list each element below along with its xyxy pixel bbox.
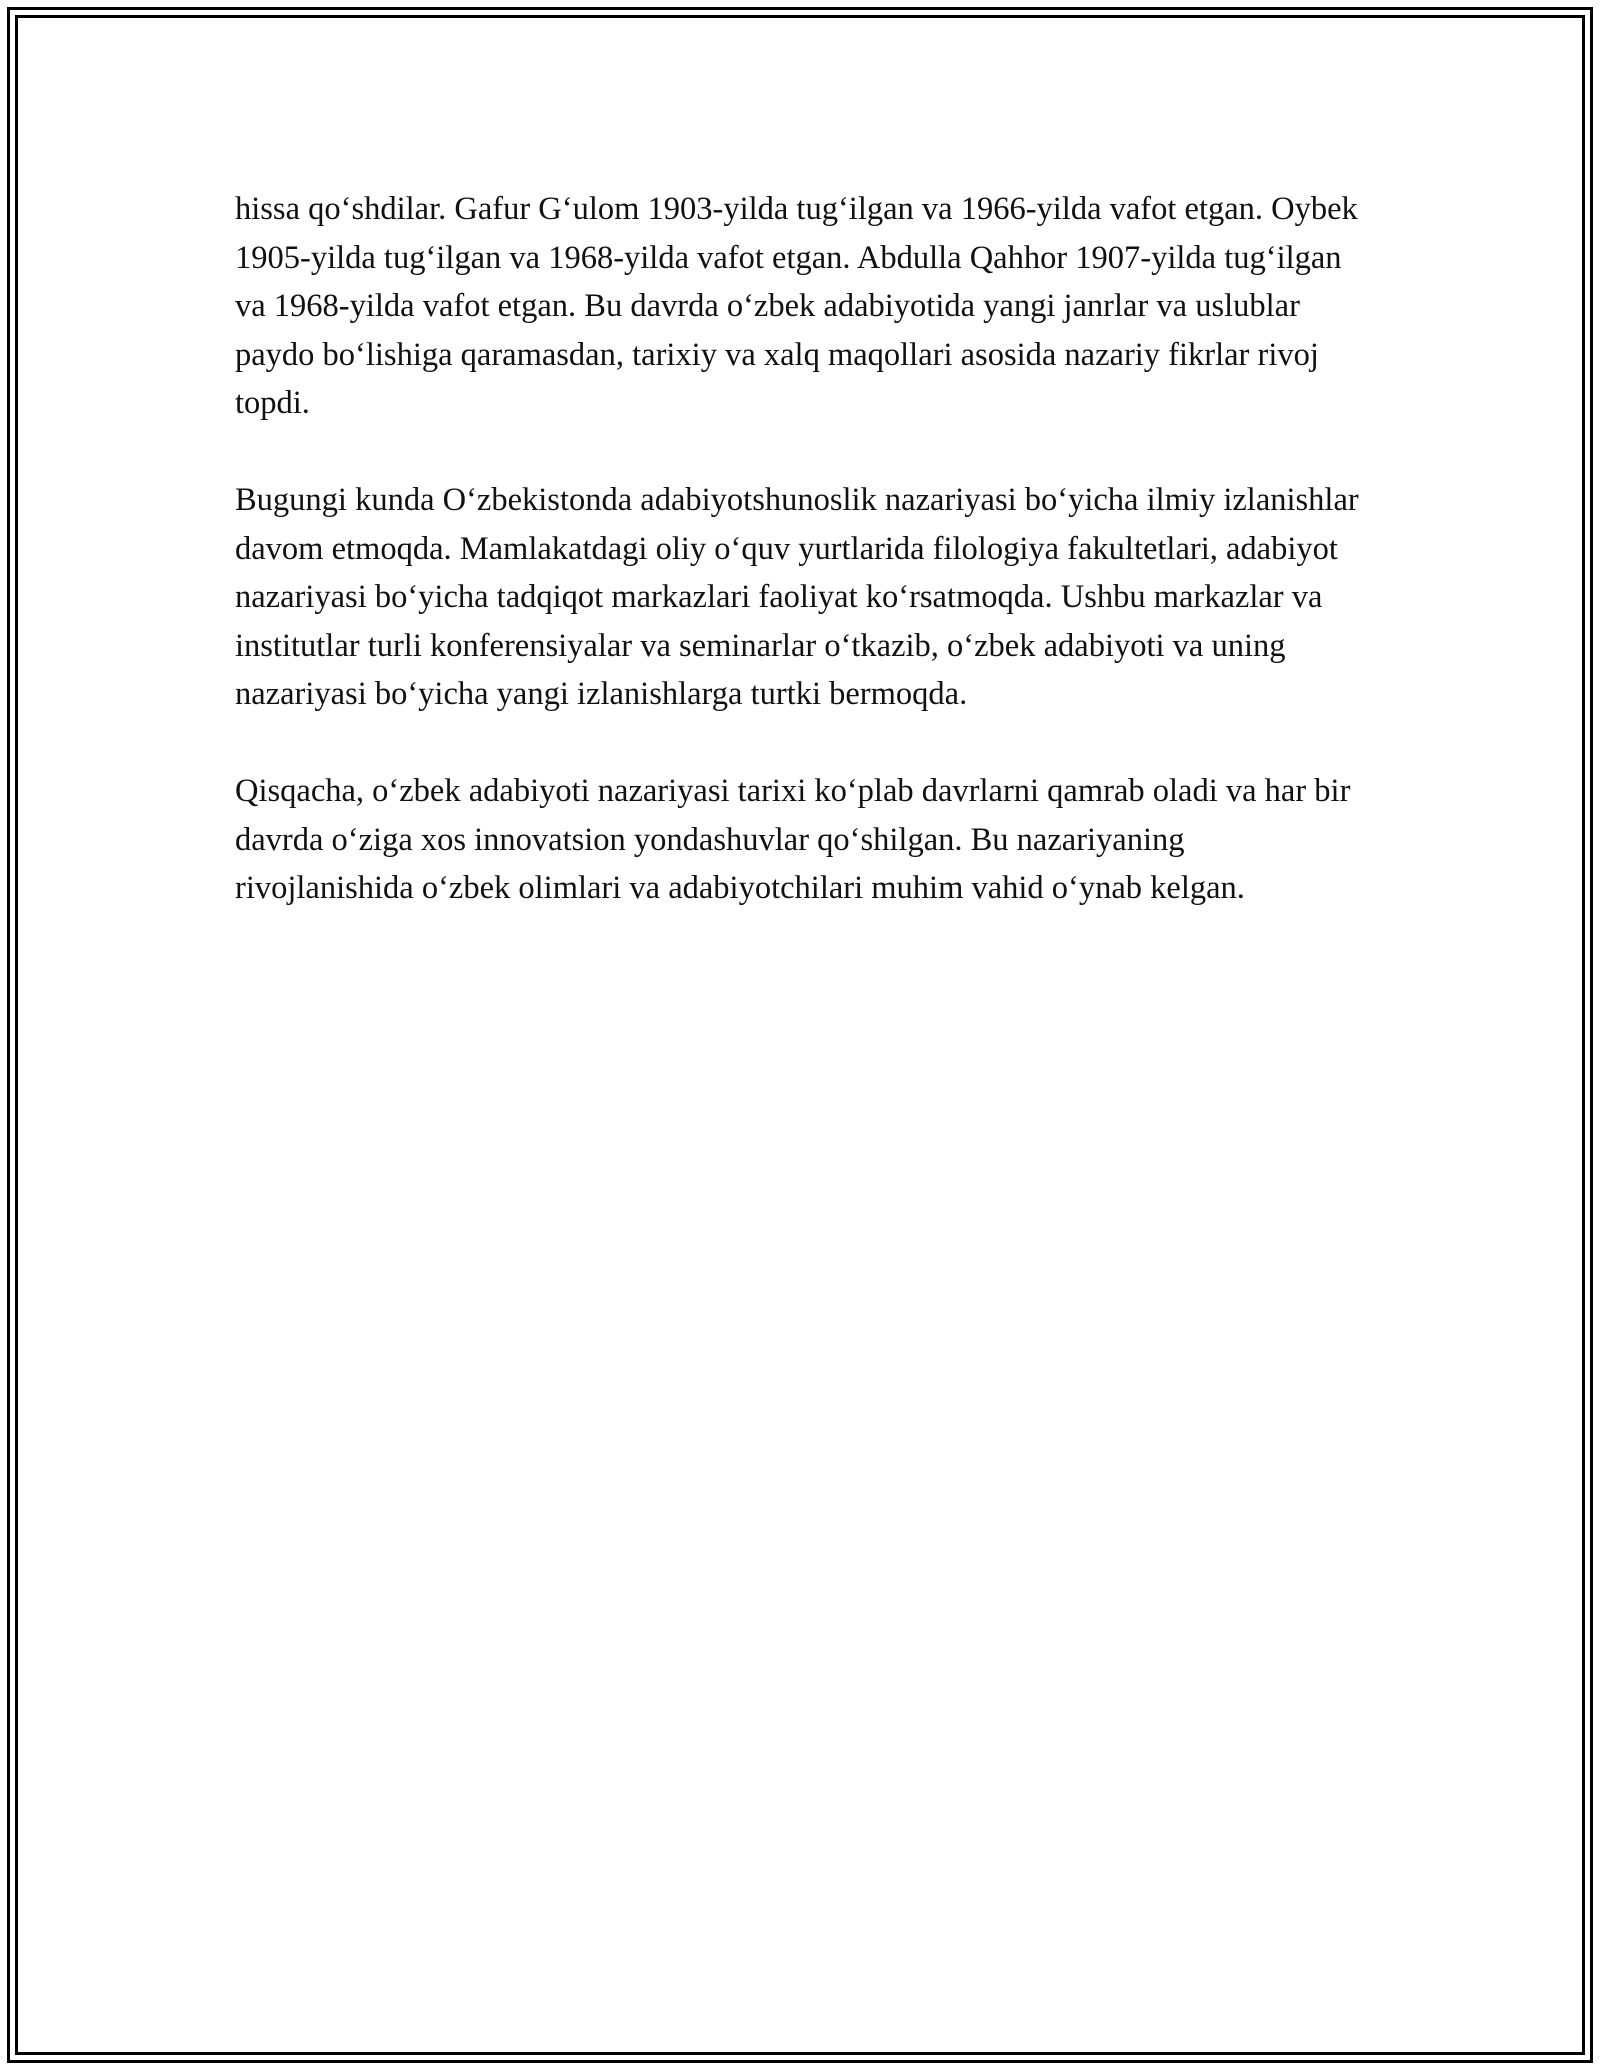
paragraph-1: hissa qo‘shdilar. Gafur G‘ulom 1903-yilda tug‘ilgan va 1966-yilda vafot etgan. Oybek 1905-yilda tug‘ilgan va 1968-yilda vafot etgan. Abdulla Qahhor 1907-yilda tug‘ilgan va 1968-yilda vafot etgan. Bu davrda o‘zbek adabiyotida yangi janrlar va uslublar paydo bo‘lishiga qaramasdan, tarixiy va xalq maqollari asosida nazariy fikrlar rivoj topdi. [235, 191, 1358, 421]
paragraph-3: Qisqacha, o‘zbek adabiyoti nazariyasi tarixi ko‘plab davrlarni qamrab oladi va har bir davrda o‘ziga xos innovatsion yondashuvlar qo‘shilgan. Bu nazariyaning rivojlanishida o‘zbek olimlari va adabiyotchilari muhim vahid o‘ynab kelgan. [235, 773, 1351, 906]
document-body [235, 185, 1365, 961]
paragraph-2: Bugungi kunda O‘zbekistonda adabiyotshunoslik nazariyasi bo‘yicha ilmiy izlanishlar davom etmoqda. Mamlakatdagi oliy o‘quv yurtlarida filologiya fakultetlari, adabiyot nazariyasi bo‘yicha tadqiqot markazlari faoliyat ko‘rsatmoqda. Ushbu markazlar va institutlar turli konferensiyalar va seminarlar o‘tkazib, o‘zbek adabiyoti va uning nazariyasi bo‘yicha yangi izlanishlarga turtki bermoqda. [235, 482, 1359, 712]
